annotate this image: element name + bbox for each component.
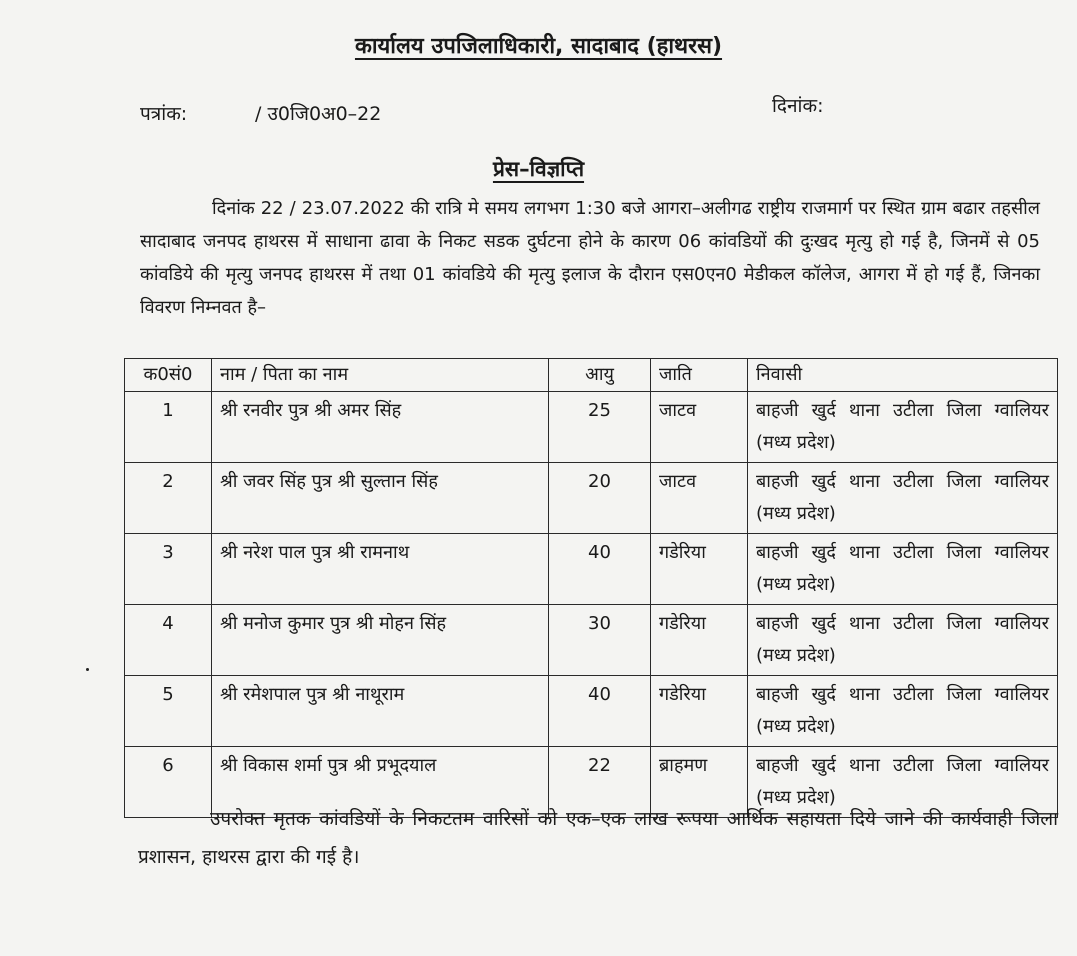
cell-name: श्री जवर सिंह पुत्र श्री सुल्तान सिंह xyxy=(212,463,549,534)
cell-caste: जाटव xyxy=(651,463,748,534)
cell-caste: गडेरिया xyxy=(651,605,748,676)
cell-address: बाहजी खुर्द थाना उटीला जिला ग्वालियर (मध्य प्रदेश) xyxy=(748,392,1058,463)
cell-serial: 3 xyxy=(125,534,212,605)
stray-mark xyxy=(86,668,89,671)
intro-paragraph: दिनांक 22 / 23.07.2022 की रात्रि मे समय लगभग 1:30 बजे आगरा–अलीगढ राष्ट्रीय राजमार्ग पर स्थित ग्राम बढार तहसील सादाबाद जनपद हाथरस में साधाना ढावा के निकट सडक दुर्घटना होने के कारण 06 कांवडियों की दुःखद मृत्यु हो गई है, जिनमें से 05 कांवडिये की मृत्यु जनपद हाथरस में तथा 01 कांवडिये की मृत्यु इलाज के दौरान एस0एन0 मेडीकल कॉलेज, आगरा में हो गई हैं, जिनका विवरण निम्नवत है– xyxy=(140,198,1040,318)
press-release-heading: प्रेस–विज्ञप्ति xyxy=(492,157,585,181)
cell-caste: गडेरिया xyxy=(651,534,748,605)
header-name: नाम / पिता का नाम xyxy=(212,359,549,392)
cell-age: 40 xyxy=(549,676,651,747)
cell-name: श्री रनवीर पुत्र श्री अमर सिंह xyxy=(212,392,549,463)
cell-name: श्री विकास शर्मा पुत्र श्री प्रभूदयाल xyxy=(212,747,549,818)
table-row xyxy=(125,605,1058,676)
table-row xyxy=(125,463,1058,534)
cell-serial: 6 xyxy=(125,747,212,818)
reference-number: / उ0जि0अ0–22 xyxy=(255,103,382,125)
cell-address: बाहजी खुर्द थाना उटीला जिला ग्वालियर (मध्य प्रदेश) xyxy=(748,534,1058,605)
header-caste: जाति xyxy=(651,359,748,392)
cell-age: 20 xyxy=(549,463,651,534)
cell-serial: 2 xyxy=(125,463,212,534)
cell-serial: 5 xyxy=(125,676,212,747)
victims-table xyxy=(124,358,1058,818)
office-title: कार्यालय उपजिलाधिकारी, सादाबाद (हाथरस) xyxy=(354,34,723,59)
header-address: निवासी xyxy=(748,359,1058,392)
cell-address: बाहजी खुर्द थाना उटीला जिला ग्वालियर (मध्य प्रदेश) xyxy=(748,747,1058,818)
cell-address: बाहजी खुर्द थाना उटीला जिला ग्वालियर (मध्य प्रदेश) xyxy=(748,605,1058,676)
cell-address: बाहजी खुर्द थाना उटीला जिला ग्वालियर (मध्य प्रदेश) xyxy=(748,676,1058,747)
cell-name: श्री नरेश पाल पुत्र श्री रामनाथ xyxy=(212,534,549,605)
cell-serial: 4 xyxy=(125,605,212,676)
cell-address: बाहजी खुर्द थाना उटीला जिला ग्वालियर (मध्य प्रदेश) xyxy=(748,463,1058,534)
table-row xyxy=(125,392,1058,463)
header-serial: क0सं0 xyxy=(125,359,212,392)
header-age: आयु xyxy=(549,359,651,392)
cell-age: 22 xyxy=(549,747,651,818)
cell-serial: 1 xyxy=(125,392,212,463)
cell-age: 40 xyxy=(549,534,651,605)
cell-caste: जाटव xyxy=(651,392,748,463)
cell-caste: गडेरिया xyxy=(651,676,748,747)
table-row xyxy=(125,534,1058,605)
cell-name: श्री रमेशपाल पुत्र श्री नाथूराम xyxy=(212,676,549,747)
table-row xyxy=(125,676,1058,747)
reference-label: पत्रांक: xyxy=(140,103,188,125)
date-label: दिनांक: xyxy=(772,95,824,117)
cell-age: 25 xyxy=(549,392,651,463)
cell-caste: ब्राहमण xyxy=(651,747,748,818)
table-header-row xyxy=(125,359,1058,392)
closing-paragraph: उपरोक्त मृतक कांवडियों के निकटतम वारिसों को एक–एक लाख रूपया आर्थिक सहायता दिये जाने की कार्यवाही जिला प्रशासन, हाथरस द्वारा की गई है। xyxy=(138,808,1058,868)
cell-name: श्री मनोज कुमार पुत्र श्री मोहन सिंह xyxy=(212,605,549,676)
cell-age: 30 xyxy=(549,605,651,676)
